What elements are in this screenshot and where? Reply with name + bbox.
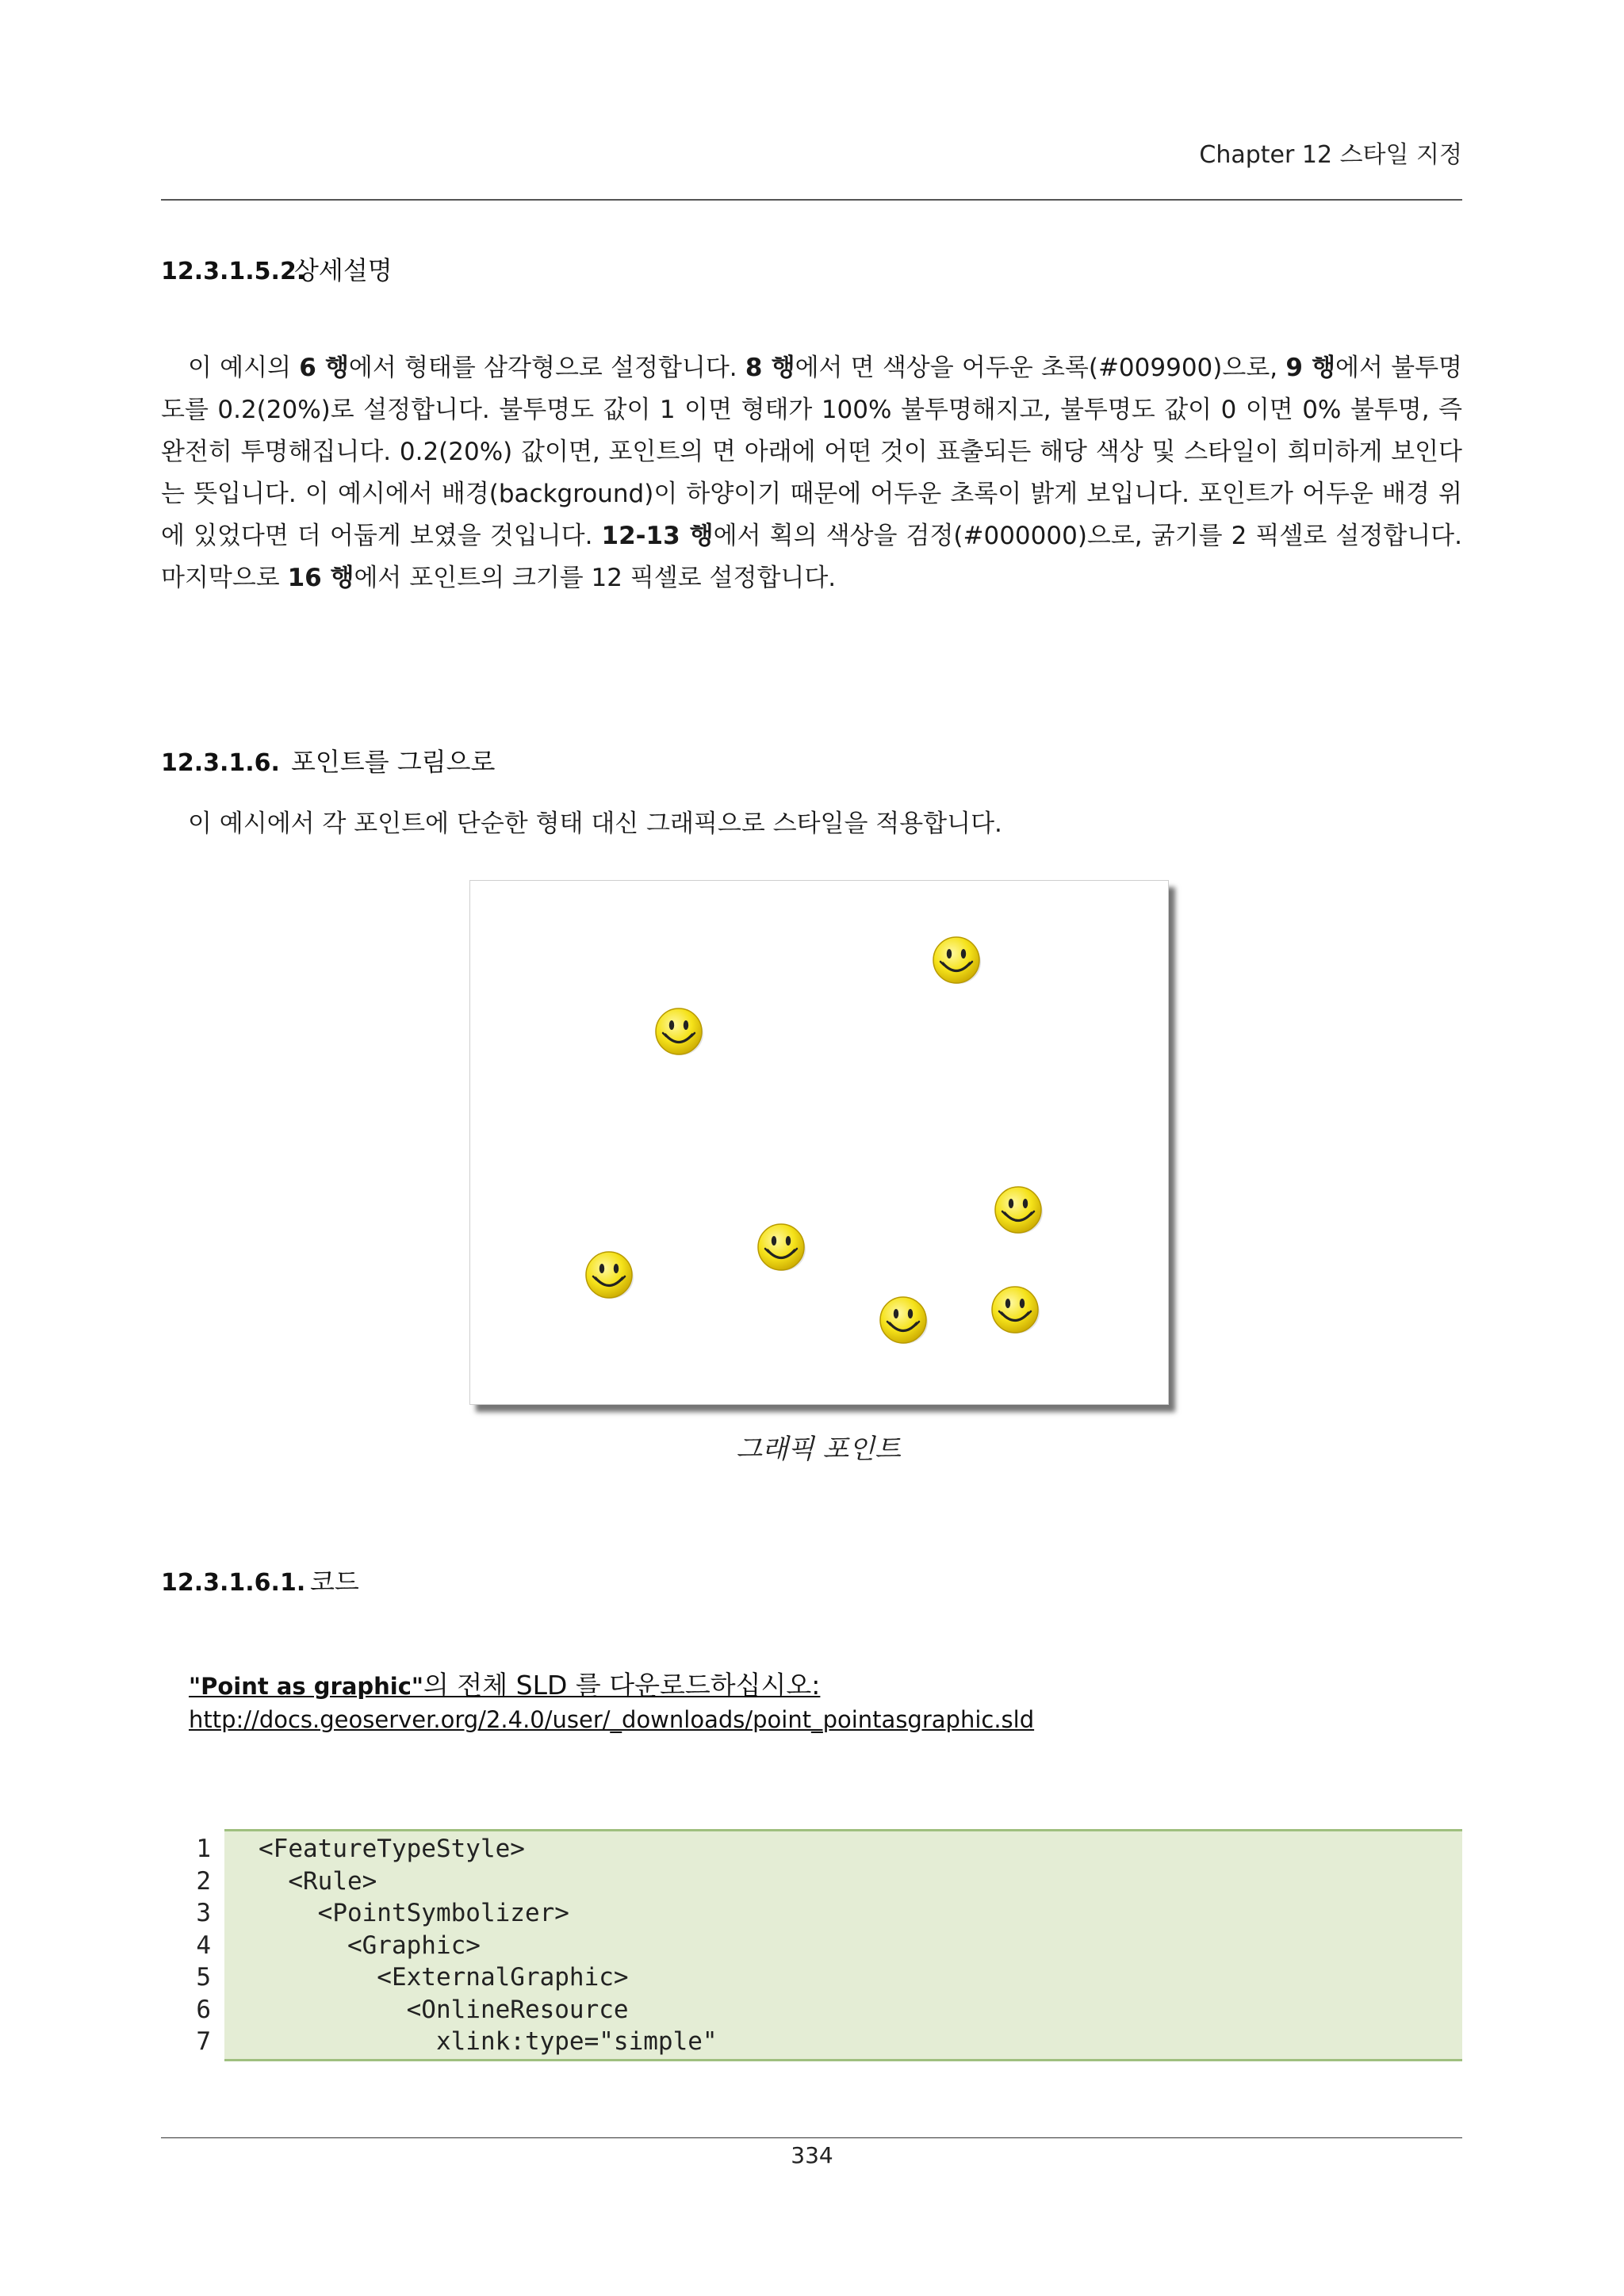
- code-line-text: <ExternalGraphic>: [259, 1963, 629, 1992]
- page-number: 334: [791, 2142, 833, 2168]
- section-heading-graphic: [161, 742, 495, 779]
- running-header: Chapter 12 스타일 지정: [1199, 141, 1462, 169]
- code-line-number: 4: [196, 1931, 211, 1960]
- code-line-number: 1: [196, 1835, 211, 1863]
- code-line-text: <OnlineResource: [259, 1995, 629, 2024]
- code-line-number: 7: [196, 2027, 211, 2056]
- section-heading-code: [161, 1562, 359, 1598]
- graphic-points-figure: [469, 880, 1169, 1405]
- bold-line-ref: 8 행: [745, 354, 795, 382]
- code-line-number: 2: [196, 1866, 211, 1896]
- section-number: 12.3.1.6.: [161, 749, 280, 777]
- section-title: 포인트를 그림으로: [291, 747, 496, 777]
- smiley-point-icon: [653, 1005, 705, 1058]
- section-title: 상세설명: [294, 255, 393, 285]
- bold-line-ref: 6 행: [299, 354, 349, 382]
- footer-rule: [161, 2137, 1462, 2138]
- smiley-point-icon: [989, 1284, 1041, 1336]
- smiley-point-icon: [877, 1294, 929, 1346]
- code-line-text: <FeatureTypeStyle>: [259, 1835, 525, 1863]
- smiley-point-icon: [755, 1221, 807, 1273]
- graphic-intro: 이 예시에서 각 포인트에 단순한 형태 대신 그래픽으로 스타일을 적용합니다.: [188, 809, 1002, 838]
- section-heading-detail: [161, 251, 393, 287]
- download-link[interactable]: http://docs.geoserver.org/2.4.0/user/_downloads/point_pointasgraphic.sld: [189, 1706, 1035, 1733]
- download-label[interactable]: "Point as graphic"의 전체 SLD 를 다운로드하십시오:: [189, 1670, 821, 1701]
- code-line-text: xlink:type="simple": [259, 2027, 718, 2056]
- bold-line-ref: 12-13 행: [601, 522, 714, 550]
- code-line-text: <PointSymbolizer>: [259, 1899, 569, 1927]
- smiley-point-icon: [930, 934, 982, 986]
- detail-paragraph: 이 예시의 6 행에서 형태를 삼각형으로 설정합니다. 8 행에서 면 색상을 어두운 초록(#009900)으로, 9 행에서 불투명도를 0.2(20%)로 설정합니다. 불투명도 값이 1 이면 형태가 100% 불투명해지고, 불투명도 값이 0 이면 0% 불투명, 즉 완전히 투명해집니다. 0.2(20%) 값이면, 포인트의 면 아래에 어떤 것이 표출되든 해당 색상 및 스타일이 희미하게 보인다는 뜻입니다. 이 예시에서 배경(background)이 하양이기 때문에 어두운 초록이 밝게 보입니다. 포인트가 어두운 배경 위에 있었다면 더 어둡게 보였을 것입니다. 12-13 행에서 획의 색상을 검정(#000000)으로, 굵기를 2 픽셀로 설정합니다. 마지막으로 16 행에서 포인트의 크기를 12 픽셀로 설정합니다.: [161, 354, 1462, 592]
- code-line-number: 5: [196, 1963, 211, 1992]
- section-number: 12.3.1.5.2.: [161, 258, 306, 285]
- code-line-text: <Graphic>: [259, 1931, 481, 1960]
- code-line-text: <Rule>: [259, 1866, 377, 1896]
- header-rule: [161, 199, 1462, 201]
- code-line-number: 6: [196, 1995, 211, 2024]
- smiley-point-icon: [992, 1184, 1044, 1236]
- bold-line-ref: 9 행: [1285, 354, 1336, 382]
- section-title: 코드: [310, 1567, 359, 1597]
- bold-line-ref: 16 행: [287, 564, 354, 592]
- figure-caption: 그래픽 포인트: [736, 1433, 901, 1465]
- smiley-point-icon: [583, 1249, 635, 1301]
- code-line-number: 3: [196, 1899, 211, 1927]
- section-number: 12.3.1.6.1.: [161, 1569, 306, 1597]
